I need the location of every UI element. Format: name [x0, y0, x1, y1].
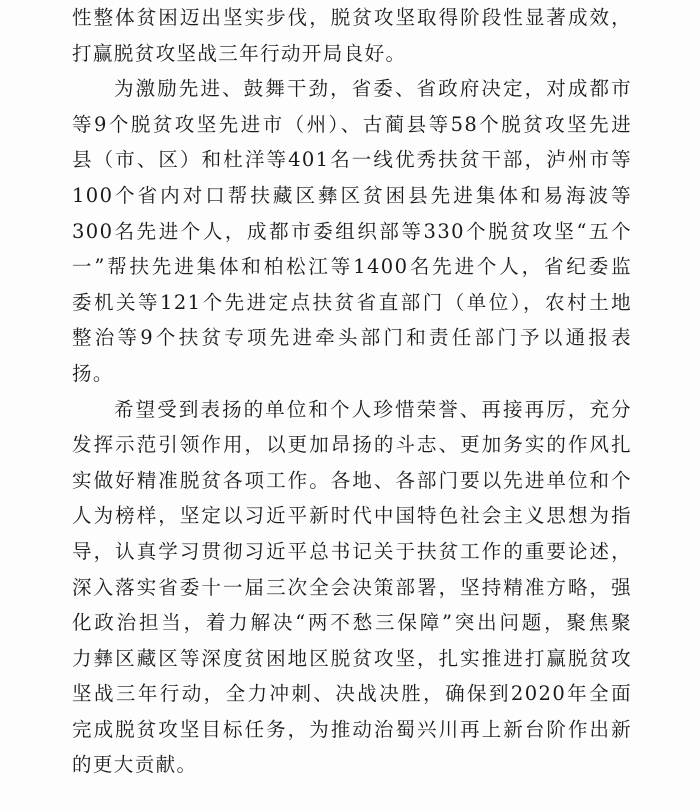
text-line: 300名先进个人，成都市委组织部等330个脱贫攻坚“五个 [72, 219, 632, 243]
text-line: 坚战三年行动，全力冲刺、决战决胜，确保到2020年全面 [72, 682, 632, 706]
text-line: 化政治担当，着力解决“两不愁三保障”突出问题，聚焦聚 [72, 611, 632, 635]
text-line: 发挥示范引领作用，以更加昂扬的斗志、更加务实的作风扎 [72, 433, 632, 457]
paragraph-2 [72, 71, 632, 391]
text-line: 的更大贡献。 [72, 753, 198, 777]
text-line: 扬。 [72, 361, 114, 385]
text-line: 为激励先进、鼓舞干劲，省委、省政府决定，对成都市 [114, 77, 632, 101]
text-line: 等9个脱贫攻坚先进市（州）、古蔺县等58个脱贫攻坚先进 [72, 112, 632, 136]
text-line: 力彝区藏区等深度贫困地区脱贫攻坚，扎实推进打赢脱贫攻 [72, 646, 632, 670]
text-line: 希望受到表扬的单位和个人珍惜荣誉、再接再厉，充分 [114, 397, 632, 421]
text-line: 导，认真学习贯彻习近平总书记关于扶贫工作的重要论述， [72, 539, 632, 563]
text-line: 委机关等121个先进定点扶贫省直部门（单位），农村土地 [72, 290, 632, 314]
text-line: 100个省内对口帮扶藏区彝区贫困县先进集体和易海波等 [72, 183, 632, 207]
paragraph-3 [72, 392, 632, 784]
text-line: 深入落实省委十一届三次全会决策部署，坚持精准方略，强 [72, 575, 632, 599]
text-line: 整治等9个扶贫专项先进牵头部门和责任部门予以通报表 [72, 326, 632, 350]
document-body [72, 0, 632, 783]
text-line: 完成脱贫攻坚目标任务，为推动治蜀兴川再上新台阶作出新 [72, 717, 632, 741]
text-line: 人为榜样，坚定以习近平新时代中国特色社会主义思想为指 [72, 504, 632, 528]
text-line: 性整体贫困迈出坚实步伐，脱贫攻坚取得阶段性显著成效， [72, 6, 632, 29]
paragraph-1 [72, 0, 632, 71]
text-line: 县（市、区）和杜洋等401名一线优秀扶贫干部，泸州市等 [72, 148, 632, 172]
text-line: 打赢脱贫攻坚战三年行动开局良好。 [72, 41, 407, 65]
text-line: 实做好精准脱贫各项工作。各地、各部门要以先进单位和个 [72, 468, 632, 492]
text-line: 一”帮扶先进集体和柏松江等1400名先进个人，省纪委监 [72, 255, 632, 279]
